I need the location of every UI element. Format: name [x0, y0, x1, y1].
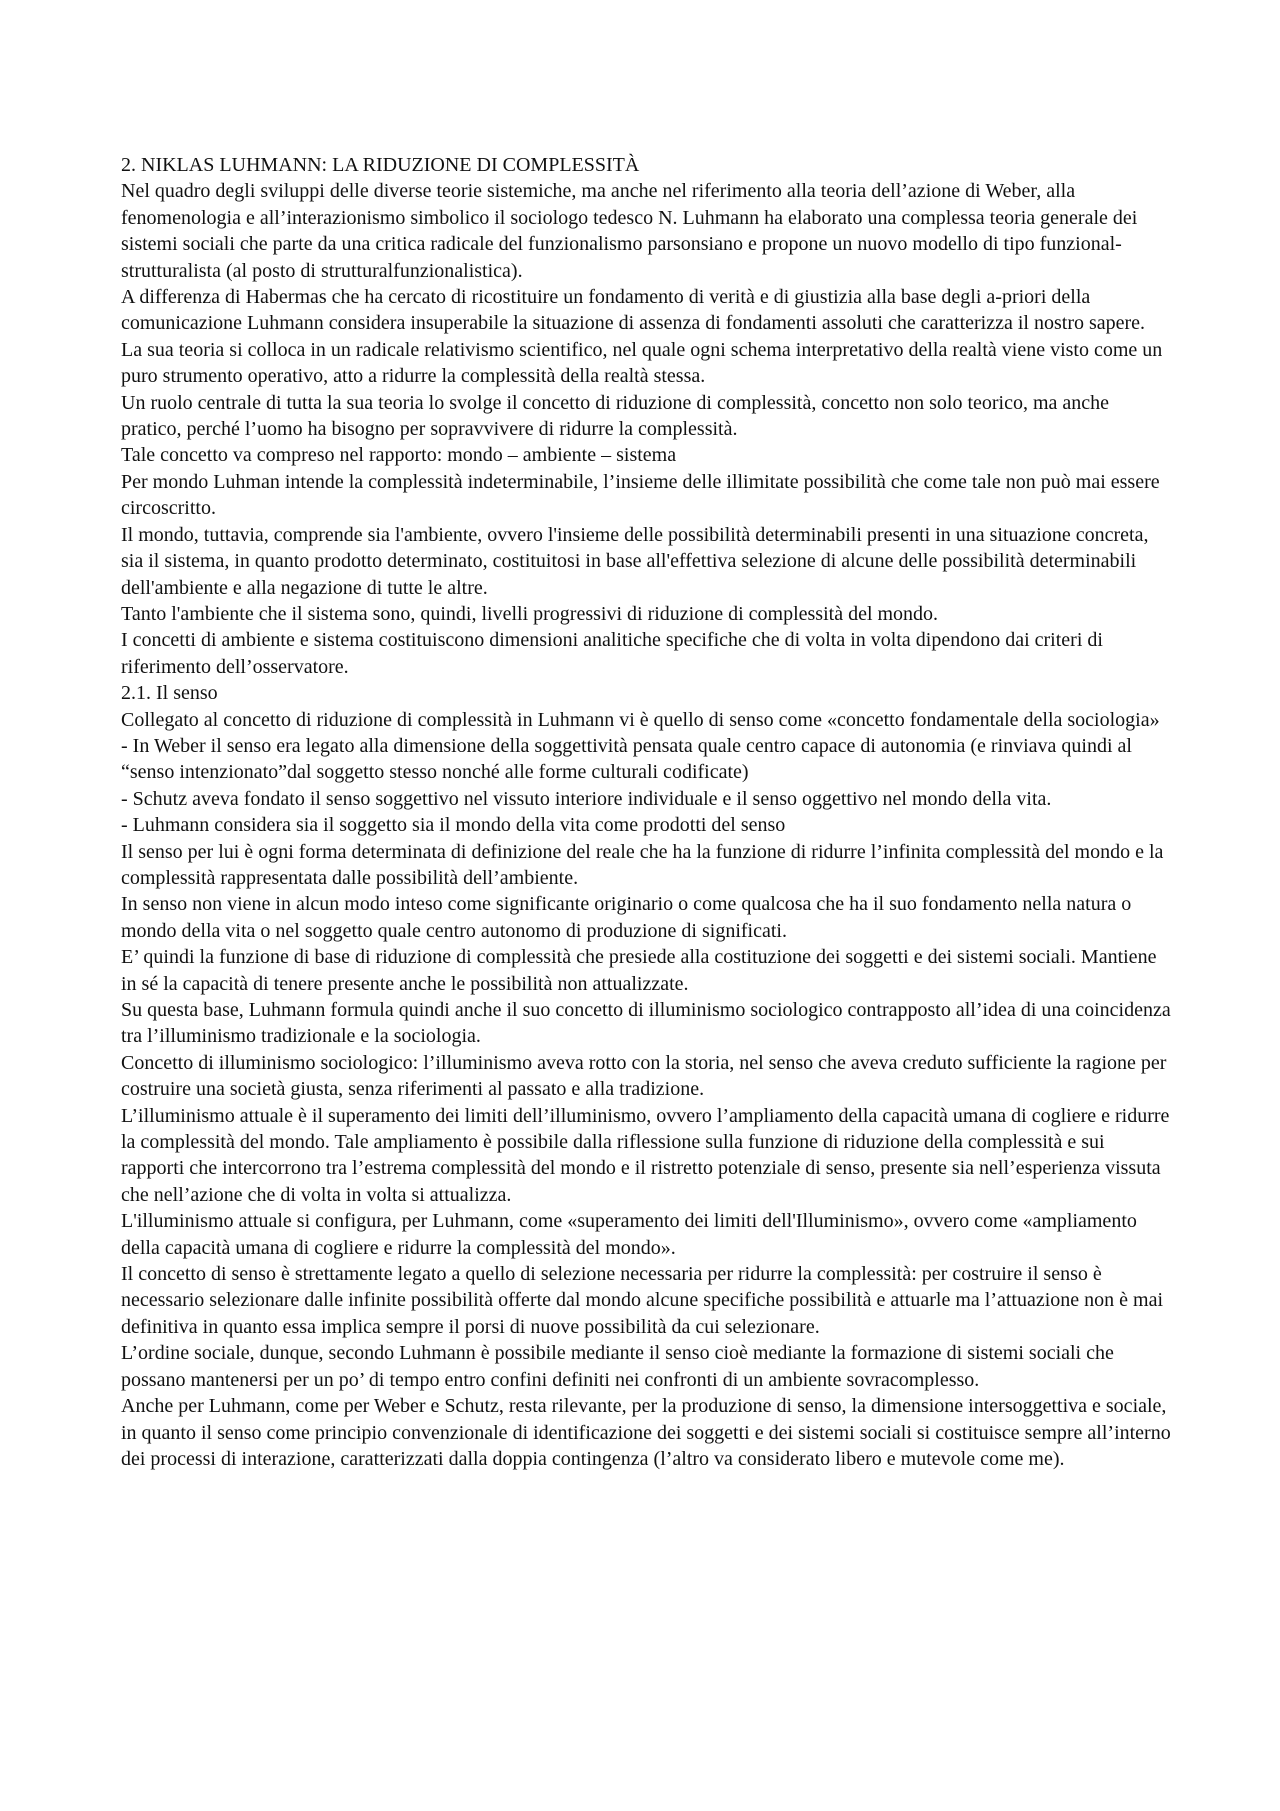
paragraph-selezione: Il concetto di senso è strettamente legato a quello di selezione necessaria per ridurre la complessità: per costruire il senso è necessario selezionare dalle infinite possibilità offerte dal mondo alcune specifiche possibilità e attuarle ma l’attuazione non è mai definitiva in quanto essa implica sempre il porsi di nuove possibilità da cui selezionare.: [121, 1263, 1164, 1338]
paragraph-configura: L'illuminismo attuale si configura, per Luhmann, come «superamento dei limiti dell'Illuminismo», ovvero come «ampliamento della capacità umana di cogliere e ridurre la complessità del mondo».: [121, 1210, 1137, 1259]
list-item-weber: - In Weber il senso era legato alla dimensione della soggettività pensata quale centro capace di autonomia (e rinviava quindi al “senso intenzionato”dal soggetto stesso nonché alle forme culturali codificate): [121, 734, 1132, 784]
paragraph-intro: Nel quadro degli sviluppi delle diverse teorie sistemiche, ma anche nel riferimento alla teoria dell’azione di Weber, alla fenomenologia e all’interazionismo simbolico il sociologo tedesco N. Luhmann ha elaborato una complessa teoria generale dei sistemi sociali che parte da una critica radicale del funzionalismo parsonsiano e propone un nuovo modello di tipo funzional-strutturalista (al posto di strutturalfunzionalistica).: [121, 180, 1138, 282]
document-page: [121, 152, 1171, 1472]
list-item-luhmann: - Luhmann considera sia il soggetto sia il mondo della vita come prodotti del senso: [121, 814, 786, 837]
paragraph-ordine-sociale: L’ordine sociale, dunque, secondo Luhmann è possibile mediante il senso cioè mediante la formazione di sistemi sociali che possano mantenersi per un po’ di tempo entro confini definiti nei confronti di un ambiente sovracomplesso.: [121, 1342, 1114, 1391]
paragraph-livelli: Tanto l'ambiente che il sistema sono, quindi, livelli progressivi di riduzione di complessità del mondo.: [121, 602, 939, 625]
paragraph-mondo: Per mondo Luhman intende la complessità indeterminabile, l’insieme delle illimitate possibilità che come tale non può mai essere circoscritto.: [121, 470, 1160, 520]
paragraph-habermas: A differenza di Habermas che ha cercato di ricostituire un fondamento di verità e di giustizia alla base degli a-priori della comunicazione Luhmann considera insuperabile la situazione di assenza di fondamenti assoluti che caratterizza il nostro sapere. La sua teoria si colloca in un radicale relativismo scientifico, nel quale ogni schema interpretativo della realtà viene visto come un puro strumento operativo, atto a ridurre la complessità della realtà stessa.: [121, 286, 1163, 388]
paragraph-illuminismo-attuale: L’illuminismo attuale è il superamento dei limiti dell’illuminismo, ovvero l’ampliamento della capacità umana di cogliere e ridurre la complessità del mondo. Tale ampliamento è possibile dalla riflessione sulla funzione di riduzione della complessità e sui rapporti che intercorrono tra l’estrema complessità del mondo e il ristretto potenziale di senso, presente sia nell’esperienza vissuta che nell’azione che di volta in volta si attualizza.: [121, 1104, 1170, 1206]
paragraph-rapporto: Tale concetto va compreso nel rapporto: mondo – ambiente – sistema: [121, 444, 677, 467]
paragraph-intersoggettiva: Anche per Luhmann, come per Weber e Schutz, resta rilevante, per la produzione di senso, la dimensione intersoggettiva e sociale, in quanto il senso come principio convenzionale di identificazione dei soggetti e dei sistemi sociali si costituisce sempre all’interno dei processi di interazione, caratterizzati dalla doppia contingenza (l’altro va considerato libero e mutevole come me).: [121, 1395, 1171, 1470]
list-item-schutz: - Schutz aveva fondato il senso soggettivo nel vissuto interiore individuale e il senso oggettivo nel mondo della vita.: [121, 787, 1052, 810]
paragraph-concetto-illuminismo: Concetto di illuminismo sociologico: l’illuminismo aveva rotto con la storia, nel senso che aveva creduto sufficiente la ragione per costruire una società giusta, senza riferimenti al passato e alla tradizione.: [121, 1051, 1167, 1101]
paragraph-ambiente-sistema: Il mondo, tuttavia, comprende sia l'ambiente, ovvero l'insieme delle possibilità determinabili presenti in una situazione concreta, sia il sistema, in quanto prodotto determinato, costituitosi in base all'effettiva selezione di alcune delle possibilità determinabili dell'ambiente e alla negazione di tutte le altre.: [121, 523, 1149, 599]
subsection-heading: 2.1. Il senso: [121, 682, 218, 705]
paragraph-funzione-base: E’ quindi la funzione di base di riduzione di complessità che presiede alla costituzione dei soggetti e dei sistemi sociali. Mantiene in sé la capacità di tenere presente anche le possibilità non attualizzate.: [121, 946, 1157, 995]
section-heading: 2. NIKLAS LUHMANN: LA RIDUZIONE DI COMPLESSITÀ: [121, 154, 640, 176]
paragraph-osservatore: I concetti di ambiente e sistema costituiscono dimensioni analitiche specifiche che di volta in volta dipendono dai criteri di riferimento dell’osservatore.: [121, 629, 1103, 678]
paragraph-significante: In senso non viene in alcun modo inteso come significante originario o come qualcosa che ha il suo fondamento nella natura o mondo della vita o nel soggetto quale centro autonomo di produzione di significati.: [121, 893, 1132, 942]
paragraph-senso: Collegato al concetto di riduzione di complessità in Luhmann vi è quello di senso come «concetto fondamentale della sociologia»: [121, 708, 1160, 731]
paragraph-illuminismo-sociologico: Su questa base, Luhmann formula quindi anche il suo concetto di illuminismo sociologico contrapposto all’idea di una coincidenza tra l’illuminismo tradizionale e la sociologia.: [121, 999, 1171, 1048]
paragraph-ruolo-centrale: Un ruolo centrale di tutta la sua teoria lo svolge il concetto di riduzione di complessità, concetto non solo teorico, ma anche pratico, perché l’uomo ha bisogno per sopravvivere di ridurre la complessità.: [121, 391, 1110, 441]
paragraph-definizione-senso: Il senso per lui è ogni forma determinata di definizione del reale che ha la funzione di ridurre l’infinita complessità del mondo e la complessità rappresentata dalle possibilità dell’ambiente.: [121, 840, 1164, 889]
